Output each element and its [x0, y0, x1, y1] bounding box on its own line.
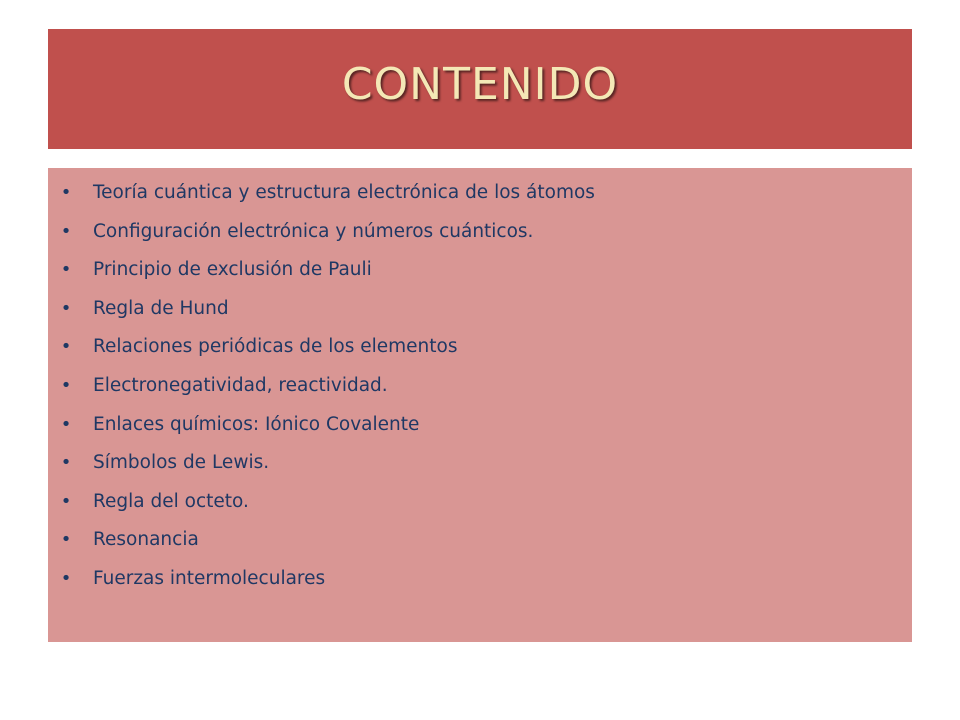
list-item	[48, 444, 912, 483]
bullet-dot-icon: •	[60, 297, 72, 319]
list-item	[48, 483, 912, 522]
list-item-text: Fuerzas intermoleculares	[93, 567, 326, 589]
slide-title: CONTENIDO	[341, 58, 619, 110]
list-item-text: Principio de exclusión de Pauli	[93, 259, 372, 281]
list-item	[48, 560, 912, 599]
list-item	[48, 213, 912, 252]
list-item-text: Configuración electrónica y números cuánticos.	[93, 220, 534, 242]
bullet-dot-icon: •	[60, 413, 72, 435]
list-item	[48, 521, 912, 560]
list-item-text: Teoría cuántica y estructura electrónica de los átomos	[93, 182, 595, 203]
list-item	[48, 251, 912, 290]
list-item	[48, 328, 912, 367]
bullet-list	[48, 168, 912, 599]
bullet-dot-icon: •	[60, 220, 72, 242]
bullet-dot-icon: •	[60, 374, 72, 396]
bullet-dot-icon: •	[60, 336, 72, 358]
bullet-dot-icon: •	[60, 490, 72, 512]
bullet-dot-icon: •	[60, 567, 72, 589]
content-panel	[48, 168, 912, 642]
list-item-text: Relaciones periódicas de los elementos	[93, 336, 458, 358]
bullet-dot-icon: •	[60, 259, 72, 281]
bullet-dot-icon: •	[60, 182, 72, 203]
list-item-text: Electronegatividad, reactividad.	[93, 374, 388, 396]
list-item-text: Regla del octeto.	[93, 490, 249, 512]
list-item	[48, 174, 912, 213]
list-item-text: Símbolos de Lewis.	[93, 452, 270, 474]
bullet-dot-icon: •	[60, 452, 72, 474]
list-item	[48, 367, 912, 406]
list-item-text: Resonancia	[93, 529, 199, 551]
list-item-text: Regla de Hund	[93, 297, 229, 319]
title-banner	[48, 29, 912, 149]
list-item	[48, 290, 912, 329]
bullet-dot-icon: •	[60, 529, 72, 551]
list-item-text: Enlaces químicos: Iónico Covalente	[93, 413, 420, 435]
list-item	[48, 406, 912, 445]
